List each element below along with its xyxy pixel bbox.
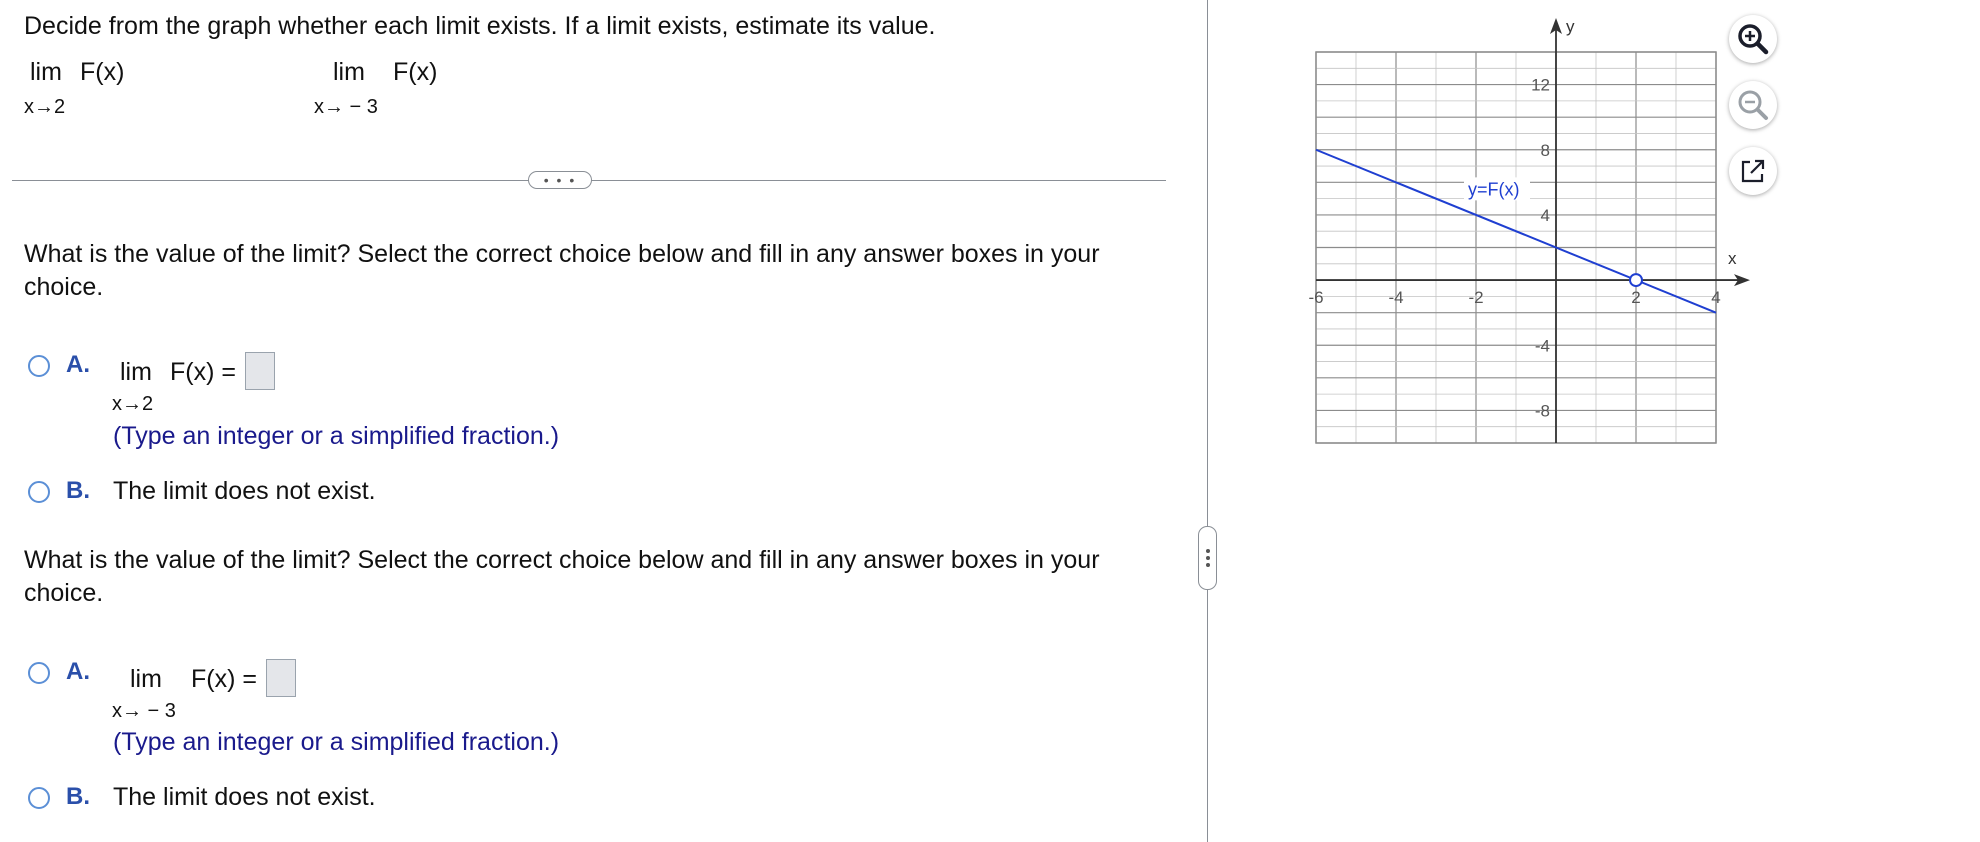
x-tick-label: -4	[1388, 288, 1404, 308]
part-1-choice-b-letter: B.	[66, 477, 90, 504]
zoom-out-icon	[1736, 88, 1770, 122]
series-label: y=F(x)	[1468, 179, 1520, 200]
part-2-choice-a-lim: lim	[130, 665, 162, 693]
part-1-choice-b-text: The limit does not exist.	[113, 477, 376, 505]
part-2-choice-b-text: The limit does not exist.	[113, 783, 376, 811]
function-graph	[1280, 0, 1760, 460]
limit-1-lim: lim	[30, 58, 62, 86]
pane-resize-handle[interactable]	[1198, 526, 1217, 590]
part-2-question: What is the value of the limit? Select the correct choice below and fill in any answer boxes in your choice.	[24, 546, 1100, 607]
x-tick-label: -6	[1308, 288, 1324, 308]
part-1-choice-a-letter: A.	[66, 351, 90, 378]
limit-2-lim: lim	[333, 58, 365, 86]
y-axis-label: y	[1566, 17, 1575, 36]
part-1-choice-a-expression: F(x) =	[170, 358, 236, 386]
part-1-choice-b-radio[interactable]	[28, 481, 50, 503]
part-1-choice-a-lim: lim	[120, 358, 152, 386]
part-2-answer-box[interactable]	[266, 659, 296, 697]
external-link-icon	[1738, 156, 1768, 186]
y-tick-label: 8	[1540, 140, 1550, 160]
x-tick-label: 2	[1631, 288, 1641, 308]
zoom-in-button[interactable]	[1729, 15, 1777, 63]
y-tick-label: -4	[1534, 336, 1550, 356]
pane-splitter	[1207, 0, 1208, 842]
limit-1-approach: x→2	[24, 96, 66, 118]
graph-grid	[1316, 52, 1716, 443]
instruction-text: Decide from the graph whether each limit exists. If a limit exists, estimate its value.	[24, 12, 936, 40]
part-2-choice-a-expression: F(x) =	[191, 665, 257, 693]
y-tick-label: -8	[1534, 401, 1550, 421]
part-2-choice-a-radio[interactable]	[28, 662, 50, 684]
y-tick-label: 4	[1540, 205, 1550, 225]
expand-dots-button[interactable]: • • •	[528, 171, 592, 189]
y-tick-label: 12	[1531, 75, 1550, 95]
part-1-choice-a-hint: (Type an integer or a simplified fraction.)	[113, 422, 560, 450]
x-axis-label: x	[1728, 249, 1737, 269]
x-tick-label: -2	[1468, 288, 1484, 308]
part-2-choice-b-letter: B.	[66, 783, 90, 810]
open-point	[1630, 274, 1642, 286]
part-1-choice-a-approach: x→2	[112, 393, 154, 415]
limit-2-function: F(x)	[393, 58, 438, 86]
part-2-choice-a-approach: x→ − 3	[112, 700, 176, 722]
part-2-choice-a-hint: (Type an integer or a simplified fraction.)	[113, 728, 560, 756]
limit-2-approach: x→ − 3	[314, 96, 378, 118]
part-1-answer-box[interactable]	[245, 352, 275, 390]
limit-1-function: F(x)	[80, 58, 125, 86]
part-2-choice-b-radio[interactable]	[28, 787, 50, 809]
part-2-choice-a-letter: A.	[66, 658, 90, 685]
zoom-out-button[interactable]	[1729, 81, 1777, 129]
x-tick-label: 4	[1711, 288, 1721, 308]
part-1-question: What is the value of the limit? Select the correct choice below and fill in any answer boxes in your choice.	[24, 240, 1100, 301]
zoom-in-icon	[1736, 22, 1770, 56]
part-1-choice-a-radio[interactable]	[28, 355, 50, 377]
popout-button[interactable]	[1729, 147, 1777, 195]
